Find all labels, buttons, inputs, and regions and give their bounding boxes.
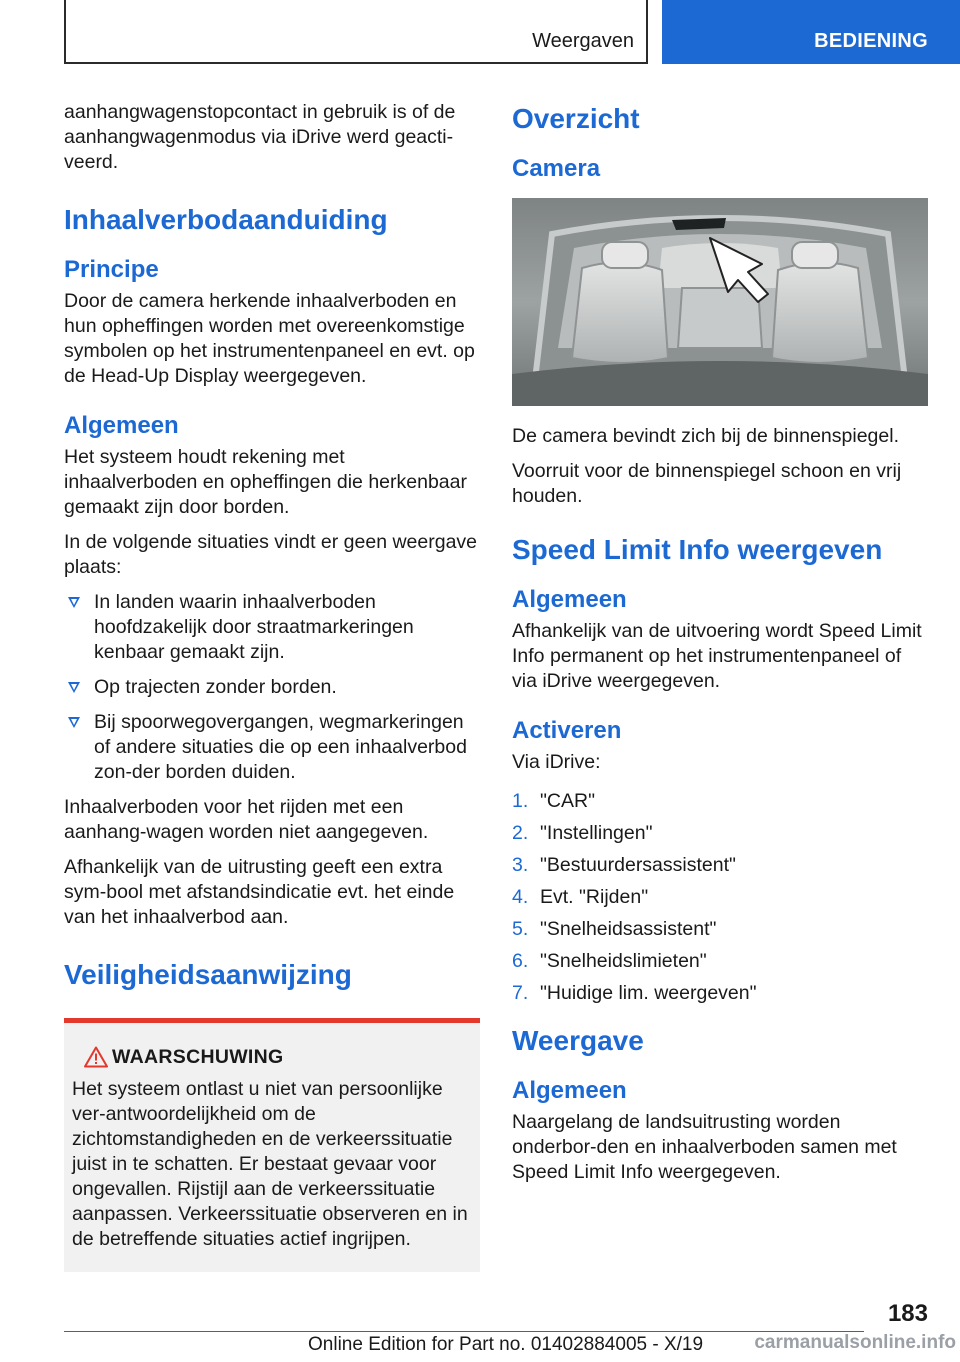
algemeen-text-4: Afhankelijk van de uitrusting geeft een extra sym-bool met afstandsindicatie evt. het einde van het inhaalverbod aan. — [64, 856, 455, 928]
speed-text: Afhankelijk van de uitvoering wordt Speed Limit Info permanent op het instrumentenpaneel of via iDrive weergegeven. — [512, 620, 922, 692]
step-item: 1. "CAR" — [512, 790, 596, 812]
via-idrive-text: Via iDrive: — [512, 751, 601, 773]
weergave-text: Naargelang de landsuitrusting worden onderbor-den en inhaalverboden samen met Speed Limit Info weergegeven. — [512, 1111, 897, 1183]
list-item: Bij spoorwegovergangen, wegmarkeringen of andere situaties die op een inhaalverbod zon-der borden duiden. — [64, 710, 480, 785]
heading-weergave: Weergave — [512, 1025, 644, 1056]
warning-text: Het systeem ontlast u niet van persoonlijke ver-antwoordelijkheid om de zichtomstandigheden en de verkeerssituatie juist in te schatten. Er bestaat gevaar voor ongevallen. Rijstijl aan de verkeerssituatie aanpassen. Verkeerssituatie observeren en in de betreffende situaties actief ingrijpen. — [72, 1078, 468, 1250]
heading-algemeen: Algemeen — [64, 412, 179, 439]
list-item: In landen waarin inhaalverboden hoofdzakelijk door straatmarkeringen kenbaar gemaakt zijn. — [64, 590, 480, 665]
heading-speed-limit: Speed Limit Info weergeven — [512, 534, 883, 565]
camera-text-2: Voorruit voor de binnenspiegel schoon en vrij houden. — [512, 460, 902, 507]
algemeen-text-2: In de volgende situaties vindt er geen weergave plaats: — [64, 531, 478, 578]
right-column — [512, 100, 928, 1195]
header-chapter-title: Weergaven — [532, 30, 634, 52]
principe-text: Door de camera herkende inhaalverboden en hun opheffingen worden met overeenkomstige symbolen op het instrumentenpaneel en evt. op de Head-Up Display weergegeven. — [64, 290, 475, 387]
heading-algemeen-speed: Algemeen — [512, 586, 627, 613]
footer-rule — [64, 1331, 864, 1332]
heading-veiligheid: Veiligheidsaanwijzing — [64, 959, 352, 990]
camera-text-1: De camera bevindt zich bij de binnenspiegel. — [512, 425, 899, 447]
page-number: 183 — [887, 1300, 928, 1327]
triangle-bullet-icon — [68, 682, 80, 693]
step-item: 5. "Snelheidsassistent" — [512, 918, 717, 940]
triangle-bullet-icon — [68, 597, 80, 608]
footer-edition: Online Edition for Part no. 01402884005 - X/19 — [308, 1334, 704, 1355]
heading-algemeen-weergave: Algemeen — [512, 1077, 627, 1104]
algemeen-text-3: Inhaalverboden voor het rijden met een aanhang-wagen worden niet aangegeven. — [64, 796, 429, 843]
list-item: Op trajecten zonder borden. — [64, 675, 480, 700]
heading-inhaalverbod: Inhaalverbodaanduiding — [64, 204, 388, 235]
heading-camera: Camera — [512, 155, 601, 182]
algemeen-text-1: Het systeem houdt rekening met inhaalverboden en opheffingen die herkenbaar gemaakt zijn door borden. — [64, 446, 467, 518]
left-column — [64, 100, 480, 1272]
heading-overzicht: Overzicht — [512, 103, 640, 134]
header-section-tab — [662, 0, 960, 64]
situation-list — [64, 590, 480, 785]
step-item: 3. "Bestuurdersassistent" — [512, 854, 736, 876]
warning-triangle-icon — [84, 1046, 108, 1068]
step-item: 7. "Huidige lim. weergeven" — [512, 982, 757, 1004]
triangle-bullet-icon — [68, 717, 80, 728]
step-item: 2. "Instellingen" — [512, 822, 653, 844]
step-item: 6. "Snelheidslimieten" — [512, 950, 707, 972]
camera-location-image — [512, 198, 928, 406]
header-section-title: BEDIENING — [814, 30, 928, 52]
heading-activeren: Activeren — [512, 717, 622, 744]
header-chapter-box — [64, 0, 648, 64]
activation-steps — [512, 789, 928, 1006]
warning-box — [64, 1018, 480, 1272]
intro-text: aanhangwagenstopcontact in gebruik is of de aanhangwagenmodus via iDrive werd geacti-veerd. — [64, 101, 456, 173]
step-item: 4. Evt. "Rijden" — [512, 886, 649, 908]
footer-watermark: carmanualsonline.info — [754, 1332, 956, 1353]
warning-title: WAARSCHUWING — [112, 1046, 284, 1068]
heading-principe: Principe — [64, 256, 159, 283]
